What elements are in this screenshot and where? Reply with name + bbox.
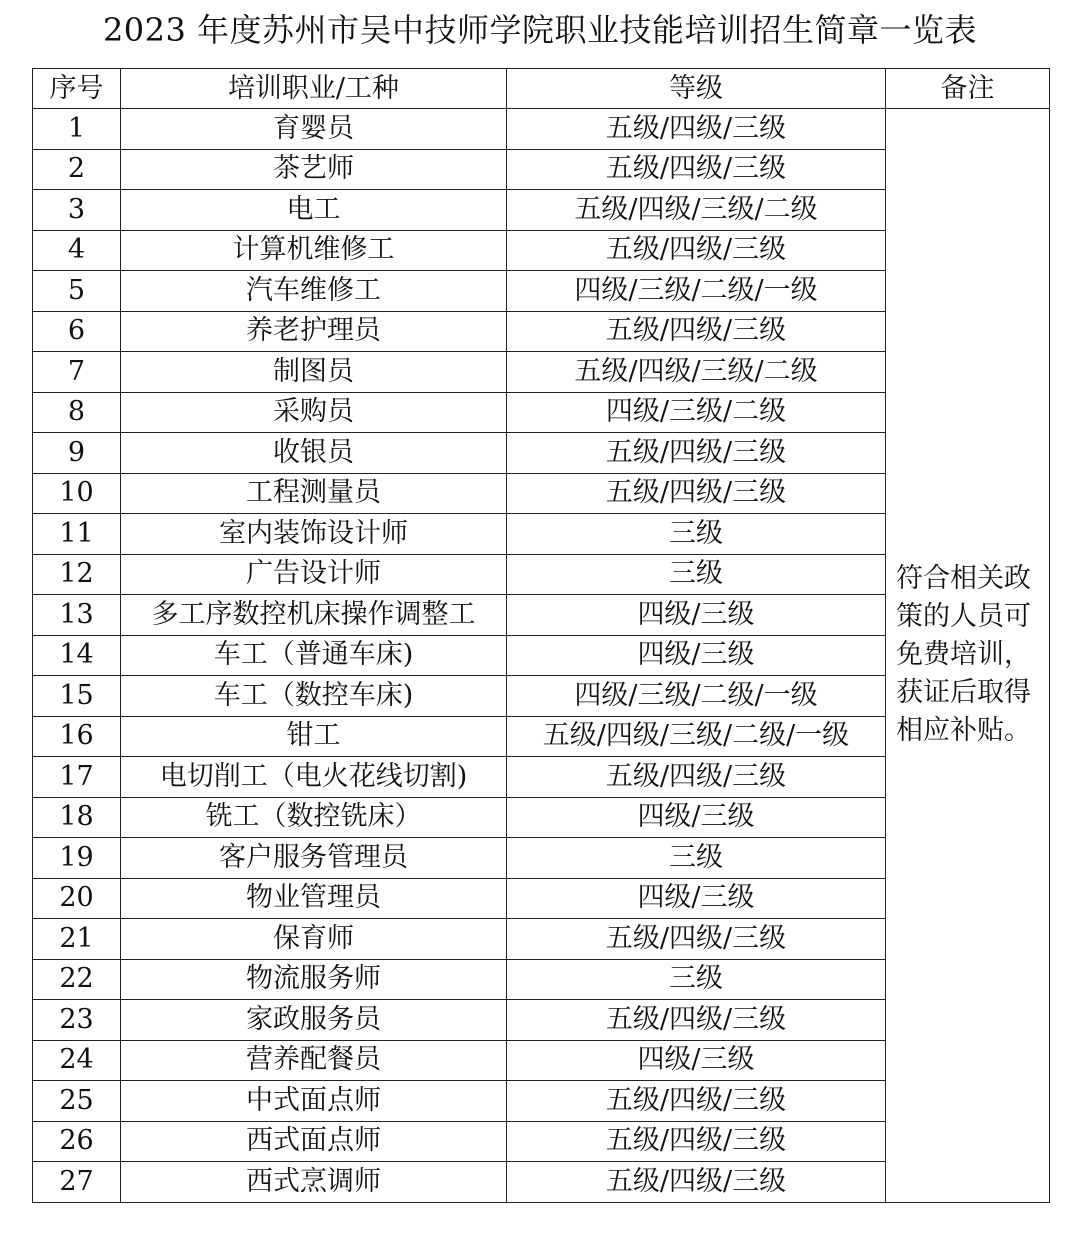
cell-occupation: 电切削工（电火花线切割) [121,757,507,798]
cell-index: 24 [33,1040,121,1081]
training-table [32,68,1050,1203]
cell-level: 三级 [507,554,886,595]
cell-occupation: 客户服务管理员 [121,838,507,879]
cell-occupation: 计算机维修工 [121,230,507,271]
cell-occupation: 广告设计师 [121,554,507,595]
cell-level: 四级/三级 [507,635,886,676]
cell-index: 23 [33,1000,121,1041]
cell-occupation: 营养配餐员 [121,1040,507,1081]
cell-index: 4 [33,230,121,271]
remarks-note: 符合相关政策的人员可免费培训，获证后取得相应补贴。 [886,109,1050,1203]
cell-level: 四级/三级/二级/一级 [507,676,886,717]
cell-index: 12 [33,554,121,595]
cell-level: 五级/四级/三级/二级/一级 [507,716,886,757]
header-remarks: 备注 [886,69,1050,109]
cell-index: 11 [33,514,121,555]
page-title: 2023 年度苏州市吴中技师学院职业技能培训招生简章一览表 [102,11,978,49]
cell-level: 五级/四级/三级 [507,919,886,960]
cell-occupation: 多工序数控机床操作调整工 [121,595,507,636]
cell-level: 五级/四级/三级/二级 [507,352,886,393]
cell-occupation: 育婴员 [121,109,507,150]
cell-occupation: 铣工（数控铣床） [121,797,507,838]
cell-level: 四级/三级 [507,595,886,636]
cell-occupation: 茶艺师 [121,149,507,190]
cell-level: 五级/四级/三级 [507,1121,886,1162]
cell-level: 五级/四级/三级/二级 [507,190,886,231]
cell-level: 四级/三级 [507,797,886,838]
cell-level: 五级/四级/三级 [507,149,886,190]
cell-index: 13 [33,595,121,636]
cell-occupation: 保育师 [121,919,507,960]
cell-index: 19 [33,838,121,879]
cell-occupation: 室内装饰设计师 [121,514,507,555]
cell-level: 三级 [507,838,886,879]
table-row [33,109,1050,150]
cell-index: 8 [33,392,121,433]
cell-occupation: 收银员 [121,433,507,474]
cell-level: 五级/四级/三级 [507,433,886,474]
cell-index: 7 [33,352,121,393]
cell-occupation: 养老护理员 [121,311,507,352]
cell-index: 22 [33,959,121,1000]
cell-index: 6 [33,311,121,352]
cell-occupation: 电工 [121,190,507,231]
cell-occupation: 采购员 [121,392,507,433]
cell-occupation: 物业管理员 [121,878,507,919]
cell-occupation: 汽车维修工 [121,271,507,312]
cell-occupation: 西式烹调师 [121,1162,507,1203]
cell-occupation: 工程测量员 [121,473,507,514]
cell-level: 五级/四级/三级 [507,109,886,150]
cell-level: 五级/四级/三级 [507,1162,886,1203]
cell-level: 五级/四级/三级 [507,757,886,798]
cell-level: 五级/四级/三级 [507,473,886,514]
cell-occupation: 中式面点师 [121,1081,507,1122]
cell-occupation: 家政服务员 [121,1000,507,1041]
cell-occupation: 车工（普通车床) [121,635,507,676]
cell-level: 三级 [507,959,886,1000]
header-occupation: 培训职业/工种 [121,69,507,109]
cell-level: 四级/三级/二级/一级 [507,271,886,312]
cell-occupation: 车工（数控车床) [121,676,507,717]
cell-level: 三级 [507,514,886,555]
cell-occupation: 制图员 [121,352,507,393]
cell-level: 五级/四级/三级 [507,230,886,271]
cell-index: 21 [33,919,121,960]
cell-index: 15 [33,676,121,717]
cell-index: 5 [33,271,121,312]
cell-index: 17 [33,757,121,798]
cell-occupation: 钳工 [121,716,507,757]
cell-index: 3 [33,190,121,231]
cell-index: 10 [33,473,121,514]
cell-level: 五级/四级/三级 [507,1000,886,1041]
cell-occupation: 物流服务师 [121,959,507,1000]
cell-level: 五级/四级/三级 [507,311,886,352]
cell-index: 26 [33,1121,121,1162]
cell-index: 1 [33,109,121,150]
cell-occupation: 西式面点师 [121,1121,507,1162]
table-header-row [33,69,1050,109]
cell-level: 四级/三级/二级 [507,392,886,433]
cell-index: 18 [33,797,121,838]
cell-index: 27 [33,1162,121,1203]
cell-index: 14 [33,635,121,676]
cell-level: 四级/三级 [507,1040,886,1081]
cell-level: 四级/三级 [507,878,886,919]
cell-index: 20 [33,878,121,919]
cell-index: 16 [33,716,121,757]
cell-index: 2 [33,149,121,190]
cell-index: 9 [33,433,121,474]
header-index: 序号 [33,69,121,109]
header-level: 等级 [507,69,886,109]
table-body [33,109,1050,1203]
cell-index: 25 [33,1081,121,1122]
cell-level: 五级/四级/三级 [507,1081,886,1122]
